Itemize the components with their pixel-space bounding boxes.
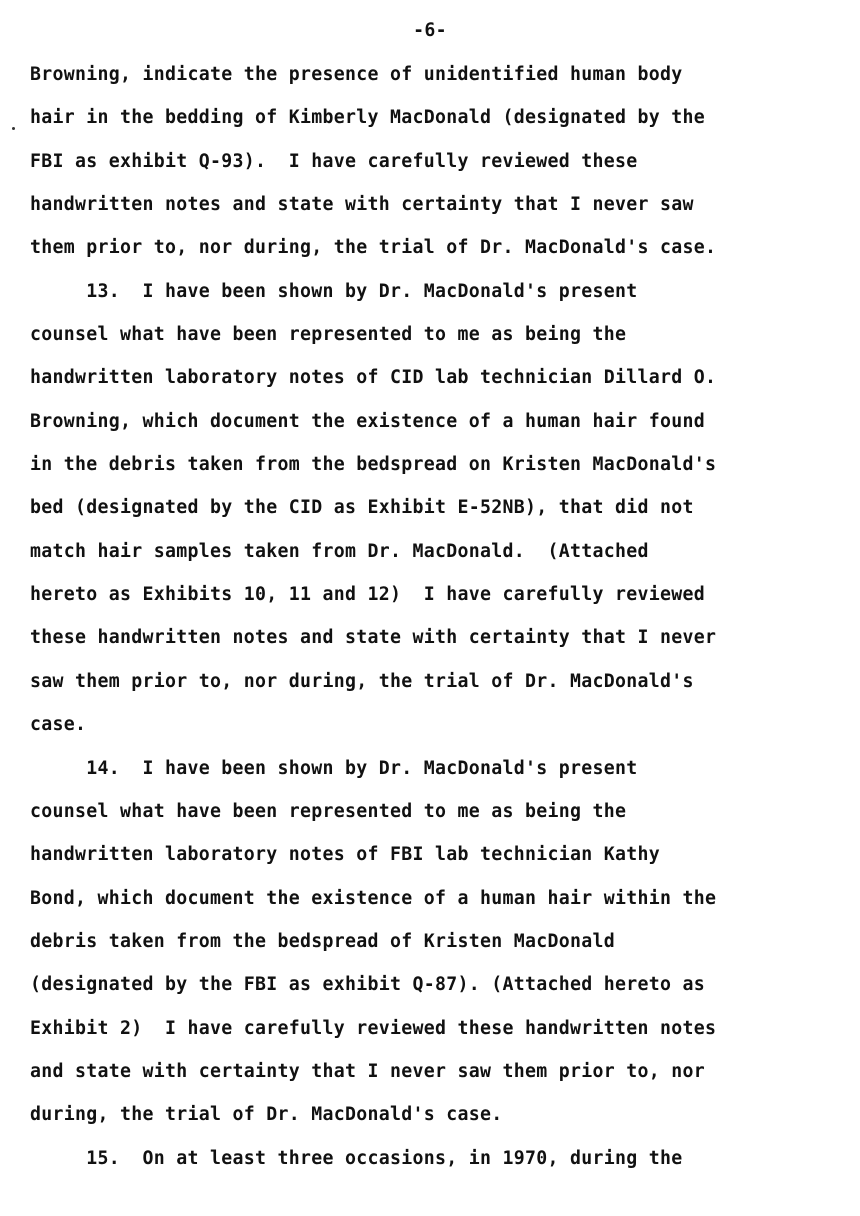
text-line: handwritten notes and state with certainty that I never saw <box>30 194 694 216</box>
text-line: saw them prior to, nor during, the trial of Dr. MacDonald's <box>30 670 694 692</box>
text-line: these handwritten notes and state with certainty that I never <box>30 627 717 649</box>
paragraph-13-start: 13. I have been shown by Dr. MacDonald's present <box>30 280 638 302</box>
text-line: in the debris taken from the bedspread on Kristen MacDonald's <box>30 454 717 476</box>
text-line: FBI as exhibit Q-93). I have carefully reviewed these <box>30 150 638 172</box>
text-line: Exhibit 2) I have carefully reviewed these handwritten notes <box>30 1017 717 1039</box>
text-line: Browning, indicate the presence of unidentified human body <box>30 64 683 85</box>
text-line: match hair samples taken from Dr. MacDonald. (Attached <box>30 540 649 562</box>
text-line: hereto as Exhibits 10, 11 and 12) I have carefully reviewed <box>30 584 705 606</box>
scan-speck <box>12 127 15 130</box>
text-line: handwritten laboratory notes of CID lab technician Dillard O. <box>30 367 717 389</box>
text-line: case. <box>30 714 87 736</box>
document-body <box>30 58 850 1185</box>
paragraph-15-start: 15. On at least three occasions, in 1970, during the <box>30 1147 683 1169</box>
text-line: debris taken from the bedspread of Kristen MacDonald <box>30 930 615 952</box>
text-line: bed (designated by the CID as Exhibit E-52NB), that did not <box>30 497 694 519</box>
text-line: Browning, which document the existence of a human hair found <box>30 410 705 432</box>
paragraph-14-start: 14. I have been shown by Dr. MacDonald's present <box>30 757 638 779</box>
text-line: (designated by the FBI as exhibit Q-87). (Attached hereto as <box>30 974 705 996</box>
text-line: them prior to, nor during, the trial of Dr. MacDonald's case. <box>30 237 717 259</box>
page-number: -6- <box>413 20 447 41</box>
text-line: hair in the bedding of Kimberly MacDonald (designated by the <box>30 107 705 129</box>
text-line: counsel what have been represented to me as being the <box>30 324 627 346</box>
text-line: Bond, which document the existence of a human hair within the <box>30 887 717 909</box>
text-line: and state with certainty that I never saw them prior to, nor <box>30 1060 705 1082</box>
text-line: counsel what have been represented to me as being the <box>30 800 627 822</box>
text-line: during, the trial of Dr. MacDonald's case. <box>30 1104 503 1126</box>
text-line: handwritten laboratory notes of FBI lab technician Kathy <box>30 844 660 866</box>
